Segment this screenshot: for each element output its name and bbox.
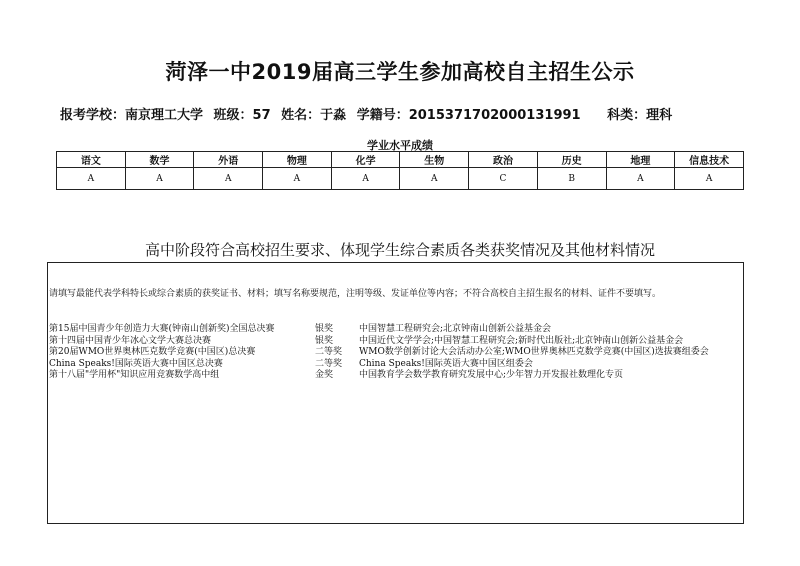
grades-header-row: [57, 152, 744, 168]
list-item: [49, 347, 739, 359]
grade-cell: A: [400, 168, 469, 190]
award-issuer: 中国智慧工程研究会;北京钟南山创新公益基金会: [359, 324, 552, 334]
category-field: 科类：理科: [607, 108, 673, 123]
student-info: [60, 104, 672, 123]
grade-cell: A: [263, 168, 332, 190]
subject-header: 政治: [469, 152, 538, 168]
award-level: 二等奖: [315, 358, 343, 369]
list-item: [49, 324, 739, 336]
page-title: 菏泽一中2019届高三学生参加高校自主招生公示: [165, 60, 635, 84]
award-name: China Speaks!国际英语大赛中国区总决赛: [49, 358, 223, 369]
awards-heading: 高中阶段符合高校招生要求、体现学生综合素质各类获奖情况及其他材料情况: [144, 241, 655, 259]
award-level: 银奖: [315, 335, 334, 346]
grade-cell: C: [469, 168, 538, 190]
award-issuer: China Speaks!国际英语大赛中国区组委会: [359, 358, 533, 369]
grade-cell: A: [675, 168, 744, 190]
award-issuer: 中国近代文学学会;中国智慧工程研究会;新时代出版社;北京钟南山创新公益基金会: [359, 335, 684, 346]
award-level: 金奖: [315, 370, 334, 380]
school-field: 报考学校：南京理工大学: [60, 108, 204, 123]
award-list: [49, 324, 739, 382]
grade-cell: A: [331, 168, 400, 190]
award-name: 第15届中国青少年创造力大赛(钟南山创新奖)全国总决赛: [49, 324, 275, 334]
subject-header: 信息技术: [675, 152, 744, 168]
subject-header: 地理: [606, 152, 675, 168]
subject-header: 化学: [331, 152, 400, 168]
student-id-field: 学籍号：2015371702000131991: [356, 108, 581, 123]
award-level: 二等奖: [315, 347, 343, 357]
grades-score-row: [57, 168, 744, 190]
grades-table: [56, 151, 744, 190]
grade-cell: A: [606, 168, 675, 190]
award-issuer: 中国教育学会数学教育研究发展中心;少年智力开发报社数理化专页: [359, 370, 624, 380]
subject-header: 语文: [57, 152, 126, 168]
subject-header: 数学: [125, 152, 194, 168]
awards-instructions: 请填写最能代表学科特长或综合素质的获奖证书、材料；填写名称要规范，注明等级、发证单位等内容；不符合高校自主招生报名的材料、证件不要填写。: [49, 289, 662, 299]
grade-cell: A: [125, 168, 194, 190]
subject-header: 历史: [537, 152, 606, 168]
list-item: [49, 336, 739, 348]
subject-header: 物理: [263, 152, 332, 168]
list-item: [49, 359, 739, 371]
grade-cell: A: [57, 168, 126, 190]
awards-box: [47, 262, 744, 524]
subject-header: 外语: [194, 152, 263, 168]
subject-header: 生物: [400, 152, 469, 168]
grades-label: 学业水平成绩: [367, 139, 433, 152]
award-name: 第20届WMO世界奥林匹克数学竞赛(中国区)总决赛: [49, 347, 256, 357]
name-field: 姓名：于淼: [281, 108, 347, 123]
grade-cell: A: [194, 168, 263, 190]
list-item: [49, 370, 739, 382]
award-issuer: WMO数学创新讨论大会活动办公室;WMO世界奥林匹克数学竞赛(中国区)选拔赛组委会: [359, 347, 709, 357]
class-field: 班级：57: [213, 108, 271, 123]
award-name: 第十四届中国青少年冰心文学大赛总决赛: [49, 335, 212, 346]
grade-cell: B: [537, 168, 606, 190]
award-name: 第十八届"学用杯"知识应用竞赛数学高中组: [49, 370, 220, 380]
award-level: 银奖: [315, 324, 334, 334]
